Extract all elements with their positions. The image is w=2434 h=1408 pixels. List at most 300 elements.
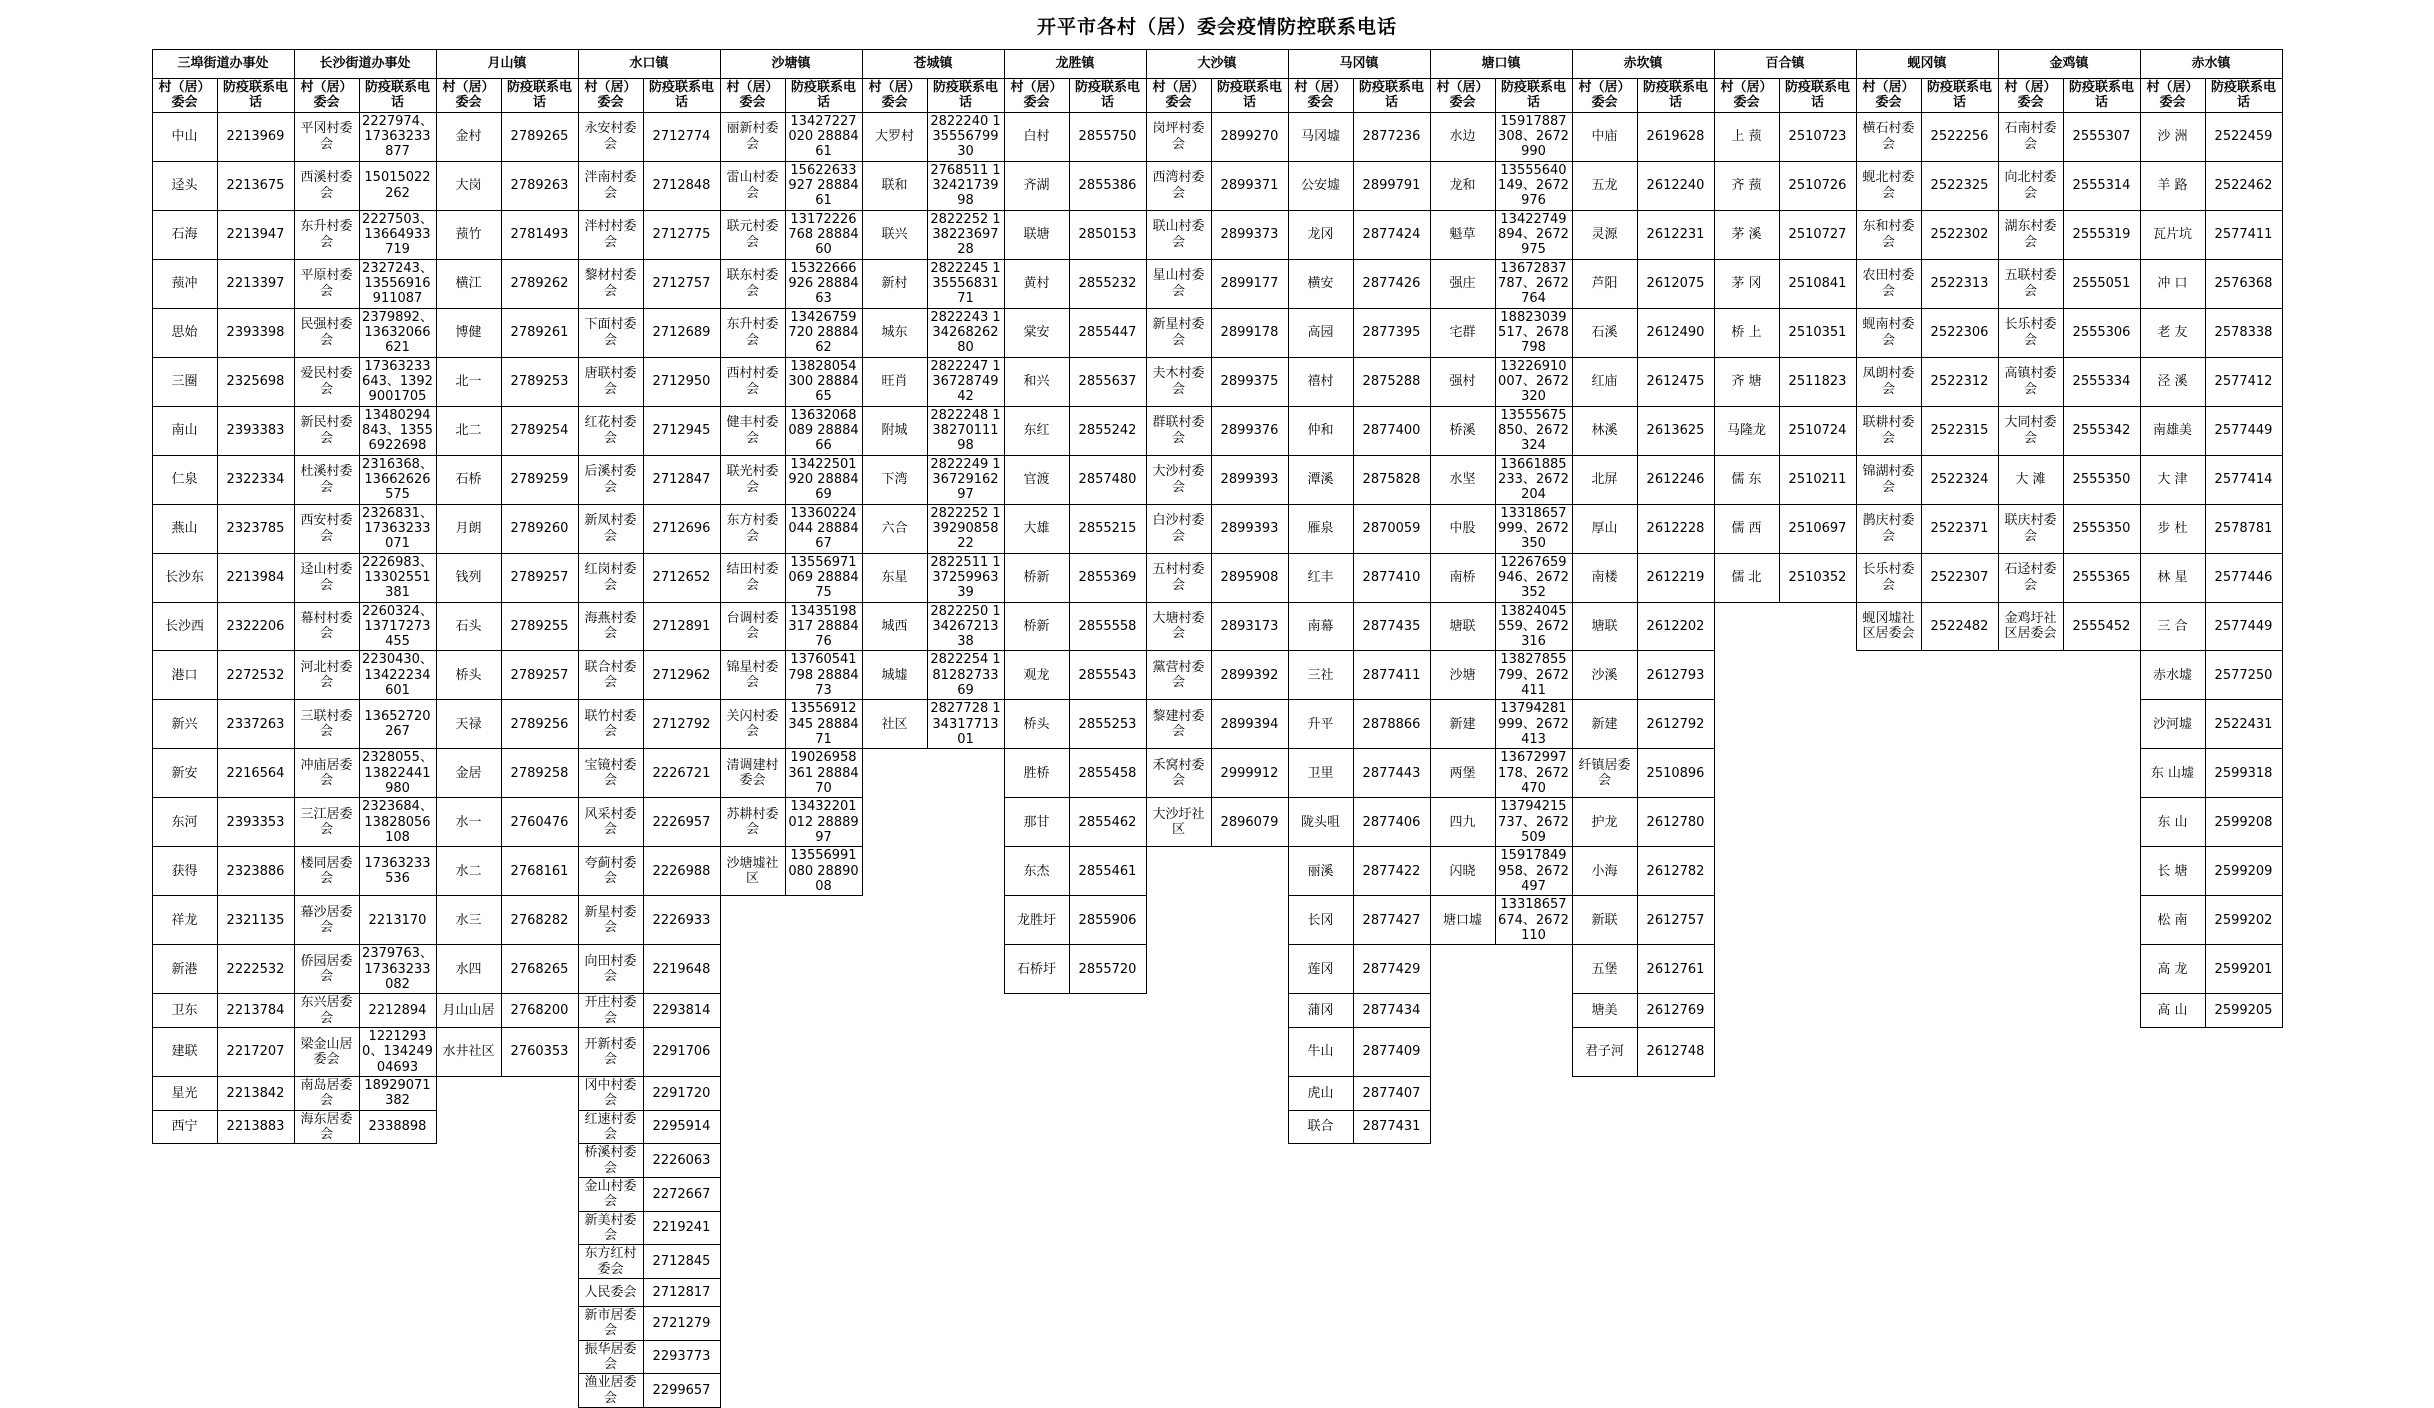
village-phone-cell: 2322334 [217, 455, 294, 504]
empty-cell [720, 945, 785, 994]
village-phone-cell: 2877424 [1353, 210, 1430, 259]
village-phone-cell: 2877411 [1353, 651, 1430, 700]
village-name-cell: 长 塘 [2140, 847, 2205, 896]
empty-cell [1921, 1278, 1998, 1306]
empty-cell [1921, 651, 1998, 700]
empty-cell [1714, 651, 1779, 700]
village-name-cell: 龙和 [1430, 161, 1495, 210]
empty-cell [1495, 1028, 1572, 1077]
table-row [152, 504, 2282, 553]
village-phone-cell: 2522371 [1921, 504, 1998, 553]
empty-cell [1146, 1077, 1211, 1111]
empty-cell [1637, 1245, 1714, 1279]
empty-cell [1637, 1374, 1714, 1408]
town-header: 赤水镇 [2140, 50, 2282, 79]
village-phone-cell: 13360224044 2888467 [785, 504, 862, 553]
empty-cell [2140, 1177, 2205, 1211]
village-phone-cell: 2855637 [1069, 357, 1146, 406]
empty-cell [1998, 1177, 2063, 1211]
table-row [152, 112, 2282, 161]
village-phone-cell: 2393353 [217, 798, 294, 847]
village-name-cell: 红丰 [1288, 553, 1353, 602]
village-phone-cell: 2899393 [1211, 504, 1288, 553]
village-name-cell: 魁草 [1430, 210, 1495, 259]
village-name-cell: 获得 [152, 847, 217, 896]
village-name-cell: 黎建村委会 [1146, 700, 1211, 749]
village-phone-cell: 2291706 [643, 1028, 720, 1077]
village-name-cell: 强庄 [1430, 259, 1495, 308]
village-name-cell: 金鸡圩社区居委会 [1998, 602, 2063, 651]
empty-cell [862, 1374, 927, 1408]
empty-cell [217, 1177, 294, 1211]
village-name-cell: 仁泉 [152, 455, 217, 504]
village-phone-cell: 2789256 [501, 700, 578, 749]
village-name-cell: 丽新村委会 [720, 112, 785, 161]
village-name-cell: 长乐村委会 [1856, 553, 1921, 602]
empty-cell [1714, 847, 1779, 896]
village-phone-cell: 2612748 [1637, 1028, 1714, 1077]
empty-cell [1288, 1278, 1353, 1306]
village-phone-cell: 2393398 [217, 308, 294, 357]
empty-cell [862, 945, 927, 994]
village-phone-cell: 2877422 [1353, 847, 1430, 896]
empty-cell [1779, 896, 1856, 945]
village-name-cell: 林溪 [1572, 406, 1637, 455]
village-name-cell: 小海 [1572, 847, 1637, 896]
village-phone-cell: 2510724 [1779, 406, 1856, 455]
village-name-cell: 和兴 [1004, 357, 1069, 406]
empty-cell [785, 945, 862, 994]
town-header: 塘口镇 [1430, 50, 1572, 79]
village-phone-cell: 2789260 [501, 504, 578, 553]
column-header-name: 村（居）委会 [1856, 79, 1921, 113]
village-phone-cell: 2712774 [643, 112, 720, 161]
village-phone-cell: 2510352 [1779, 553, 1856, 602]
village-phone-cell: 2522256 [1921, 112, 1998, 161]
village-name-cell: 冈中村委会 [578, 1077, 643, 1111]
village-name-cell: 联光村委会 [720, 455, 785, 504]
village-name-cell: 社区 [862, 700, 927, 749]
village-phone-cell: 2612202 [1637, 602, 1714, 651]
empty-cell [359, 1211, 436, 1245]
empty-cell [1572, 1278, 1637, 1306]
village-name-cell: 北一 [436, 357, 501, 406]
village-phone-cell: 2896079 [1211, 798, 1288, 847]
empty-cell [1998, 651, 2063, 700]
village-phone-cell: 13435198317 2888476 [785, 602, 862, 651]
village-name-cell: 南桥 [1430, 553, 1495, 602]
empty-cell [1998, 1144, 2063, 1178]
empty-cell [359, 1374, 436, 1408]
village-phone-cell: 2789257 [501, 651, 578, 700]
village-phone-cell: 2877434 [1353, 994, 1430, 1028]
village-name-cell: 爱民村委会 [294, 357, 359, 406]
empty-cell [1211, 994, 1288, 1028]
village-phone-cell: 2577414 [2205, 455, 2282, 504]
empty-cell [2063, 1077, 2140, 1111]
village-phone-cell: 2855232 [1069, 259, 1146, 308]
column-header-name: 村（居）委会 [152, 79, 217, 113]
village-name-cell: 儒 东 [1714, 455, 1779, 504]
table-row [152, 1340, 2282, 1374]
town-header: 月山镇 [436, 50, 578, 79]
table-row [152, 1028, 2282, 1077]
empty-cell [1637, 1340, 1714, 1374]
village-phone-cell: 2226933 [643, 896, 720, 945]
village-name-cell: 羊 路 [2140, 161, 2205, 210]
village-name-cell: 五龙 [1572, 161, 1637, 210]
column-header-name: 村（居）委会 [1146, 79, 1211, 113]
village-phone-cell: 2322206 [217, 602, 294, 651]
village-phone-cell: 2768265 [501, 945, 578, 994]
village-phone-cell: 2393383 [217, 406, 294, 455]
village-name-cell: 中山 [152, 112, 217, 161]
village-name-cell: 马隆龙 [1714, 406, 1779, 455]
village-phone-cell: 2822243 13426826280 [927, 308, 1004, 357]
village-name-cell: 联耕村委会 [1856, 406, 1921, 455]
village-phone-cell: 2612075 [1637, 259, 1714, 308]
empty-cell [2205, 1077, 2282, 1111]
empty-cell [1779, 749, 1856, 798]
empty-cell [359, 1144, 436, 1178]
village-phone-cell: 2612769 [1637, 994, 1714, 1028]
village-name-cell: 东红 [1004, 406, 1069, 455]
village-name-cell: 联兴 [862, 210, 927, 259]
village-phone-cell: 2712696 [643, 504, 720, 553]
village-phone-cell: 2599201 [2205, 945, 2282, 994]
village-phone-cell: 2612782 [1637, 847, 1714, 896]
empty-cell [1714, 1245, 1779, 1279]
village-phone-cell: 2895908 [1211, 553, 1288, 602]
empty-cell [2205, 1028, 2282, 1077]
empty-cell [1856, 749, 1921, 798]
empty-cell [1998, 1306, 2063, 1340]
empty-cell [1069, 1306, 1146, 1340]
empty-cell [1495, 1177, 1572, 1211]
village-name-cell: 瓦片坑 [2140, 210, 2205, 259]
empty-cell [1856, 1211, 1921, 1245]
empty-cell [1430, 1144, 1495, 1178]
village-phone-cell: 2222532 [217, 945, 294, 994]
village-name-cell: 南雄美 [2140, 406, 2205, 455]
empty-cell [862, 1211, 927, 1245]
empty-cell [862, 749, 927, 798]
column-header-tel: 防疫联系电话 [1779, 79, 1856, 113]
empty-cell [1069, 1077, 1146, 1111]
table-row [152, 1110, 2282, 1144]
empty-cell [1779, 602, 1856, 651]
column-header-tel: 防疫联系电话 [1211, 79, 1288, 113]
column-header-tel: 防疫联系电话 [2063, 79, 2140, 113]
village-name-cell: 后溪村委会 [578, 455, 643, 504]
empty-cell [1495, 1211, 1572, 1245]
empty-cell [1714, 1211, 1779, 1245]
village-name-cell: 思始 [152, 308, 217, 357]
table-row [152, 798, 2282, 847]
village-name-cell: 渔业居委会 [578, 1374, 643, 1408]
empty-cell [436, 1211, 501, 1245]
empty-cell [1004, 1177, 1069, 1211]
village-phone-cell: 2510697 [1779, 504, 1856, 553]
table-row [152, 1374, 2282, 1408]
empty-cell [785, 994, 862, 1028]
village-name-cell: 新民村委会 [294, 406, 359, 455]
village-phone-cell: 12267659946、2672352 [1495, 553, 1572, 602]
village-name-cell: 东 山墟 [2140, 749, 2205, 798]
town-header-row [152, 50, 2282, 79]
village-name-cell: 开新村委会 [578, 1028, 643, 1077]
village-phone-cell: 18929071382 [359, 1077, 436, 1111]
village-name-cell: 黎材村委会 [578, 259, 643, 308]
village-name-cell: 塘联 [1430, 602, 1495, 651]
empty-cell [2063, 847, 2140, 896]
village-name-cell: 松 南 [2140, 896, 2205, 945]
empty-cell [1998, 1077, 2063, 1111]
empty-cell [436, 1077, 501, 1111]
village-phone-cell: 2712945 [643, 406, 720, 455]
village-phone-cell: 2877431 [1353, 1110, 1430, 1144]
village-phone-cell: 2219648 [643, 945, 720, 994]
village-phone-cell: 2768200 [501, 994, 578, 1028]
village-name-cell: 齐湖 [1004, 161, 1069, 210]
empty-cell [1069, 1144, 1146, 1178]
table-row [152, 308, 2282, 357]
village-name-cell: 西安村委会 [294, 504, 359, 553]
village-name-cell: 新凤村委会 [578, 504, 643, 553]
empty-cell [1211, 847, 1288, 896]
village-phone-cell: 2293773 [643, 1340, 720, 1374]
village-phone-cell: 2855242 [1069, 406, 1146, 455]
empty-cell [1856, 651, 1921, 700]
empty-cell [1779, 1028, 1856, 1077]
village-name-cell: 苏耕村委会 [720, 798, 785, 847]
town-header: 沙塘镇 [720, 50, 862, 79]
empty-cell [217, 1144, 294, 1178]
empty-cell [2063, 1306, 2140, 1340]
empty-cell [1714, 1028, 1779, 1077]
village-name-cell: 夸蓟村委会 [578, 847, 643, 896]
empty-cell [927, 1245, 1004, 1279]
village-phone-cell: 2510841 [1779, 259, 1856, 308]
empty-cell [1146, 1374, 1211, 1408]
village-name-cell: 高镇村委会 [1998, 357, 2063, 406]
village-phone-cell: 15917887308、2672990 [1495, 112, 1572, 161]
empty-cell [1714, 945, 1779, 994]
village-name-cell: 桥新 [1004, 553, 1069, 602]
village-phone-cell: 2522306 [1921, 308, 1998, 357]
empty-cell [1998, 1211, 2063, 1245]
village-name-cell: 新安 [152, 749, 217, 798]
empty-cell [152, 1340, 217, 1374]
empty-cell [1921, 1340, 1998, 1374]
empty-cell [1495, 1245, 1572, 1279]
village-phone-cell: 2577446 [2205, 553, 2282, 602]
village-phone-cell: 2789261 [501, 308, 578, 357]
village-name-cell: 祥龙 [152, 896, 217, 945]
village-phone-cell: 15917849958、2672497 [1495, 847, 1572, 896]
village-phone-cell: 2877410 [1353, 553, 1430, 602]
empty-cell [1856, 1110, 1921, 1144]
empty-cell [927, 1077, 1004, 1111]
table-row [152, 357, 2282, 406]
village-phone-cell: 2789259 [501, 455, 578, 504]
village-name-cell: 三圈 [152, 357, 217, 406]
village-name-cell: 蓣竹 [436, 210, 501, 259]
village-phone-cell: 2226721 [643, 749, 720, 798]
village-name-cell: 平冈村委会 [294, 112, 359, 161]
village-name-cell: 星山村委会 [1146, 259, 1211, 308]
village-phone-cell: 2760353 [501, 1028, 578, 1077]
village-phone-cell: 2855461 [1069, 847, 1146, 896]
village-phone-cell: 2577411 [2205, 210, 2282, 259]
village-name-cell: 大沙村委会 [1146, 455, 1211, 504]
empty-cell [1353, 1211, 1430, 1245]
empty-cell [501, 1177, 578, 1211]
village-phone-cell: 2612793 [1637, 651, 1714, 700]
village-phone-cell: 2877395 [1353, 308, 1430, 357]
village-phone-cell: 2555350 [2063, 504, 2140, 553]
empty-cell [436, 1245, 501, 1279]
village-phone-cell: 13318657999、2672350 [1495, 504, 1572, 553]
village-name-cell: 东星 [862, 553, 927, 602]
village-phone-cell: 2712652 [643, 553, 720, 602]
empty-cell [1637, 1278, 1714, 1306]
empty-cell [1856, 994, 1921, 1028]
empty-cell [720, 1077, 785, 1111]
village-name-cell: 钱列 [436, 553, 501, 602]
village-phone-cell: 2323785 [217, 504, 294, 553]
empty-cell [1714, 1177, 1779, 1211]
empty-cell [1779, 1306, 1856, 1340]
village-phone-cell: 2511823 [1779, 357, 1856, 406]
village-phone-cell: 2877427 [1353, 896, 1430, 945]
village-name-cell: 上 蓣 [1714, 112, 1779, 161]
village-phone-cell: 13652720267 [359, 700, 436, 749]
page-title: 开平市各村（居）委会疫情防控联系电话 [1036, 16, 1397, 38]
empty-cell [294, 1211, 359, 1245]
empty-cell [1146, 1245, 1211, 1279]
empty-cell [1495, 994, 1572, 1028]
empty-cell [1779, 700, 1856, 749]
village-name-cell: 联东村委会 [720, 259, 785, 308]
column-header-name: 村（居）委会 [2140, 79, 2205, 113]
empty-cell [2063, 945, 2140, 994]
village-phone-cell: 2612228 [1637, 504, 1714, 553]
village-phone-cell: 2789254 [501, 406, 578, 455]
table-row [152, 749, 2282, 798]
village-phone-cell: 2712845 [643, 1245, 720, 1279]
village-phone-cell: 2877400 [1353, 406, 1430, 455]
village-phone-cell: 2226063 [643, 1144, 720, 1178]
empty-cell [1779, 1077, 1856, 1111]
village-name-cell: 西宁 [152, 1110, 217, 1144]
village-phone-cell: 2217207 [217, 1028, 294, 1077]
empty-cell [1856, 847, 1921, 896]
village-name-cell: 台调村委会 [720, 602, 785, 651]
empty-cell [1495, 945, 1572, 994]
village-name-cell: 清调建村委会 [720, 749, 785, 798]
column-header-name: 村（居）委会 [578, 79, 643, 113]
empty-cell [1430, 1374, 1495, 1408]
empty-cell [1714, 1110, 1779, 1144]
empty-cell [785, 1306, 862, 1340]
village-name-cell: 岗坪村委会 [1146, 112, 1211, 161]
village-phone-cell: 2855215 [1069, 504, 1146, 553]
village-name-cell: 厚山 [1572, 504, 1637, 553]
empty-cell [1146, 847, 1211, 896]
table-row [152, 1245, 2282, 1279]
empty-cell [1211, 1144, 1288, 1178]
empty-cell [1211, 1340, 1288, 1374]
village-phone-cell: 2510211 [1779, 455, 1856, 504]
table-row [152, 847, 2282, 896]
village-name-cell: 振华居委会 [578, 1340, 643, 1374]
village-phone-cell: 13632068089 2888466 [785, 406, 862, 455]
village-phone-cell: 2855447 [1069, 308, 1146, 357]
empty-cell [501, 1374, 578, 1408]
village-phone-cell: 2213170 [359, 896, 436, 945]
empty-cell [720, 1278, 785, 1306]
village-phone-cell: 13556971069 2888475 [785, 553, 862, 602]
village-phone-cell: 2612219 [1637, 553, 1714, 602]
empty-cell [1714, 1278, 1779, 1306]
village-phone-cell: 2822511 13725996339 [927, 553, 1004, 602]
village-phone-cell: 13556991080 2889008 [785, 847, 862, 896]
village-name-cell: 鹊庆村委会 [1856, 504, 1921, 553]
empty-cell [720, 1306, 785, 1340]
empty-cell [1856, 700, 1921, 749]
empty-cell [2063, 1374, 2140, 1408]
empty-cell [1004, 1306, 1069, 1340]
village-name-cell: 夫木村委会 [1146, 357, 1211, 406]
empty-cell [294, 1374, 359, 1408]
village-phone-cell: 2822252 13929085822 [927, 504, 1004, 553]
village-name-cell: 冲庙居委会 [294, 749, 359, 798]
village-phone-cell: 2213883 [217, 1110, 294, 1144]
village-name-cell: 雁泉 [1288, 504, 1353, 553]
village-name-cell: 大岗 [436, 161, 501, 210]
village-name-cell: 石溪 [1572, 308, 1637, 357]
village-name-cell: 唐联村委会 [578, 357, 643, 406]
empty-cell [1211, 945, 1288, 994]
village-name-cell: 公安墟 [1288, 161, 1353, 210]
town-header: 龙胜镇 [1004, 50, 1146, 79]
empty-cell [720, 896, 785, 945]
village-name-cell: 水四 [436, 945, 501, 994]
empty-cell [1779, 847, 1856, 896]
village-phone-cell: 2850153 [1069, 210, 1146, 259]
village-phone-cell: 2522302 [1921, 210, 1998, 259]
village-name-cell: 蓣冲 [152, 259, 217, 308]
empty-cell [2140, 1211, 2205, 1245]
village-name-cell: 蚬北村委会 [1856, 161, 1921, 210]
empty-cell [1921, 1177, 1998, 1211]
village-name-cell: 关闪村委会 [720, 700, 785, 749]
village-phone-cell: 2555334 [2063, 357, 2140, 406]
village-name-cell: 水坚 [1430, 455, 1495, 504]
village-name-cell: 长沙东 [152, 553, 217, 602]
village-phone-cell: 2230430、13422234601 [359, 651, 436, 700]
column-header-tel: 防疫联系电话 [2205, 79, 2282, 113]
village-phone-cell: 13172226768 2888460 [785, 210, 862, 259]
village-phone-cell: 2323684、13828056108 [359, 798, 436, 847]
empty-cell [2140, 1374, 2205, 1408]
village-phone-cell: 2522459 [2205, 112, 2282, 161]
column-header-tel: 防疫联系电话 [1353, 79, 1430, 113]
empty-cell [152, 1374, 217, 1408]
empty-cell [1921, 749, 1998, 798]
village-phone-cell: 2555350 [2063, 455, 2140, 504]
